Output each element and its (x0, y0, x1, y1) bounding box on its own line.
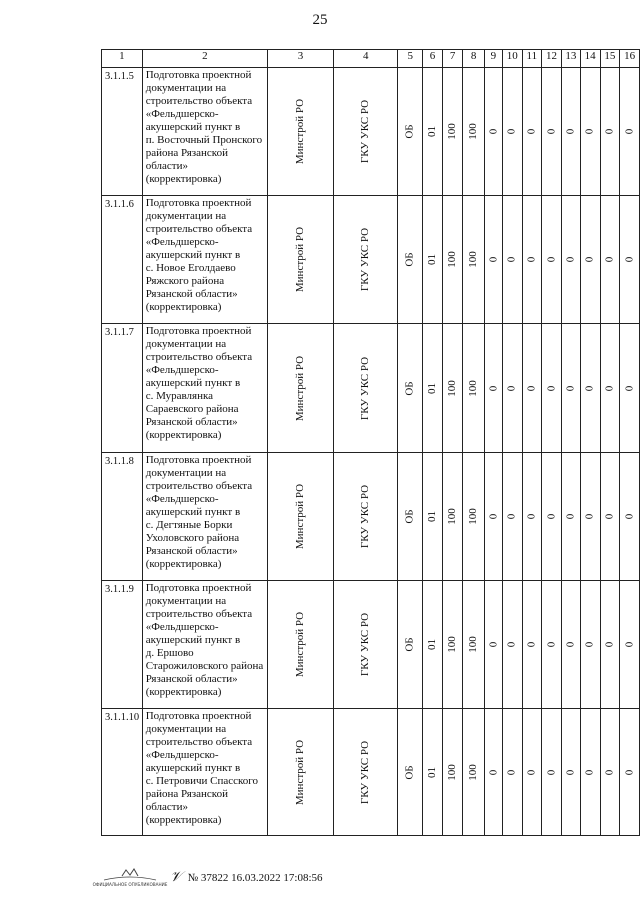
value-cell (463, 196, 484, 324)
zero-value: 0 (583, 769, 596, 775)
description-line: с. Муравлянка (145, 390, 214, 402)
zero-cell (502, 581, 522, 709)
row-description (142, 581, 267, 709)
row-id: 3.1.1.9 (102, 581, 143, 709)
zero-cell (580, 581, 600, 709)
zero-value: 0 (525, 513, 538, 520)
data-table (101, 49, 640, 836)
budget-cell (398, 68, 423, 196)
row-id: 3.1.1.8 (102, 453, 143, 581)
zero-value: 0 (505, 641, 518, 648)
executor-cell-text: ГКУ УКС РО (359, 484, 372, 549)
header-cell: 9 (484, 50, 502, 68)
description-line: документации на (145, 467, 227, 479)
value-cell (442, 581, 463, 709)
header-cell: 11 (522, 50, 542, 68)
value-cell (463, 68, 484, 196)
zero-cell (600, 196, 620, 324)
executor-cell (334, 581, 398, 709)
zero-cell (522, 196, 542, 324)
table-row (102, 581, 640, 709)
ministry-cell (267, 196, 333, 324)
zero-cell (522, 453, 542, 581)
row-id: 3.1.1.10 (102, 709, 143, 836)
zero-cell (620, 324, 640, 453)
value-cell-text: 100 (467, 636, 480, 653)
description-line: Рязанской области» (145, 288, 238, 300)
executor-cell-text: ГКУ УКС РО (359, 740, 372, 804)
zero-cell (580, 709, 600, 836)
description-line: строительство объекта (145, 95, 253, 107)
description-line: документации на (145, 82, 227, 94)
zero-value: 0 (486, 641, 499, 648)
zero-value: 0 (623, 385, 636, 391)
zero-cell (484, 324, 502, 453)
row-id: 3.1.1.5 (102, 68, 143, 196)
zero-cell (502, 324, 522, 453)
zero-value: 0 (583, 513, 596, 520)
description-line: Подготовка проектной (145, 325, 252, 337)
description-line: акушерский пункт в (145, 249, 241, 261)
zero-cell (620, 709, 640, 836)
zero-value: 0 (525, 769, 538, 775)
code-cell-text: 01 (426, 766, 438, 778)
row-description (142, 324, 267, 453)
header-cell: 14 (580, 50, 600, 68)
description-line: п. Восточный Пронского (145, 134, 263, 146)
zero-value: 0 (486, 769, 499, 775)
description-line: «Фельдшерско- (145, 364, 219, 376)
zero-cell (620, 68, 640, 196)
zero-value: 0 (583, 385, 596, 391)
description-line: Подготовка проектной (145, 710, 252, 722)
zero-value: 0 (525, 128, 538, 135)
zero-value: 0 (564, 641, 577, 648)
description-line: Подготовка проектной (145, 197, 252, 209)
zero-cell (542, 453, 562, 581)
zero-value: 0 (603, 128, 616, 135)
zero-value: 0 (603, 641, 616, 648)
description-line: района Рязанской (145, 788, 228, 800)
zero-value: 0 (603, 769, 616, 775)
budget-cell-text: ОБ (403, 124, 416, 139)
header-cell: 13 (561, 50, 580, 68)
value-cell-text: 100 (446, 636, 459, 653)
zero-value: 0 (486, 513, 499, 520)
row-description (142, 709, 267, 836)
ministry-cell (267, 68, 333, 196)
executor-cell (334, 324, 398, 453)
zero-cell (484, 68, 502, 196)
description-line: строительство объекта (145, 480, 253, 492)
budget-cell (398, 709, 423, 836)
zero-value: 0 (623, 256, 636, 263)
row-id: 3.1.1.6 (102, 196, 143, 324)
description-line: Подготовка проектной (145, 69, 252, 81)
zero-cell (484, 581, 502, 709)
zero-value: 0 (544, 769, 557, 775)
budget-cell (398, 196, 423, 324)
table-row (102, 709, 640, 836)
zero-value: 0 (544, 256, 557, 263)
value-cell-text: 100 (446, 379, 459, 397)
ministry-cell (267, 324, 333, 453)
description-line: документации на (145, 723, 227, 735)
zero-value: 0 (603, 513, 616, 520)
zero-cell (561, 709, 580, 836)
zero-cell (561, 196, 580, 324)
header-cell: 10 (502, 50, 522, 68)
description-line: строительство объекта (145, 608, 253, 620)
zero-cell (484, 196, 502, 324)
description-line: Рязанской области» (145, 545, 238, 557)
header-cell: 7 (442, 50, 463, 68)
zero-cell (522, 709, 542, 836)
official-stamp-icon (92, 866, 168, 890)
value-cell-text: 100 (446, 763, 459, 781)
code-cell-text: 01 (426, 382, 438, 394)
header-row (102, 50, 640, 68)
zero-value: 0 (486, 256, 499, 263)
zero-value: 0 (603, 385, 616, 391)
table-row (102, 453, 640, 581)
description-line: области» (145, 801, 189, 813)
description-line: «Фельдшерско- (145, 236, 219, 248)
zero-cell (542, 68, 562, 196)
zero-value: 0 (623, 513, 636, 520)
executor-cell-text: ГКУ УКС РО (359, 356, 372, 420)
value-cell (442, 324, 463, 453)
header-cell: 1 (102, 50, 143, 68)
header-cell: 2 (142, 50, 267, 68)
description-line: «Фельдшерско- (145, 108, 219, 120)
description-line: акушерский пункт в (145, 506, 241, 518)
code-cell-text: 01 (426, 639, 438, 650)
zero-cell (502, 68, 522, 196)
doc-info: № 37822 16.03.2022 17:08:56 (187, 872, 323, 884)
zero-value: 0 (505, 128, 518, 135)
zero-value: 0 (583, 256, 596, 263)
zero-cell (561, 453, 580, 581)
zero-cell (580, 68, 600, 196)
zero-cell (542, 581, 562, 709)
ministry-cell-text: Минстрой РО (294, 355, 307, 421)
header-cell: 6 (423, 50, 443, 68)
zero-cell (561, 324, 580, 453)
value-cell (442, 453, 463, 581)
zero-value: 0 (623, 641, 636, 648)
description-line: Ряжского района (145, 275, 225, 287)
table-row (102, 68, 640, 196)
description-line: «Фельдшерско- (145, 493, 219, 505)
zero-value: 0 (544, 513, 557, 520)
description-line: Сараевского района (145, 403, 239, 415)
zero-value: 0 (505, 513, 518, 520)
budget-cell (398, 581, 423, 709)
zero-value: 0 (603, 256, 616, 263)
description-line: Подготовка проектной (145, 454, 252, 466)
code-cell (423, 453, 443, 581)
header-cell: 5 (398, 50, 423, 68)
description-line: д. Ершово (145, 647, 194, 659)
page-number: 25 (312, 12, 328, 28)
ministry-cell-text: Минстрой РО (294, 98, 307, 165)
ministry-cell (267, 453, 333, 581)
value-cell-text: 100 (446, 508, 459, 525)
zero-cell (542, 709, 562, 836)
description-line: акушерский пункт в (145, 377, 241, 389)
zero-cell (561, 68, 580, 196)
zero-cell (484, 709, 502, 836)
zero-cell (502, 709, 522, 836)
code-cell (423, 709, 443, 836)
zero-cell (580, 324, 600, 453)
zero-value: 0 (486, 128, 499, 135)
zero-cell (502, 453, 522, 581)
description-line: (корректировка) (145, 301, 222, 313)
code-cell (423, 324, 443, 453)
row-id: 3.1.1.7 (102, 324, 143, 453)
value-cell-text: 100 (446, 123, 459, 140)
executor-cell-text: ГКУ УКС РО (359, 227, 372, 292)
value-cell (463, 581, 484, 709)
budget-cell-text: ОБ (403, 637, 416, 652)
description-line: (корректировка) (145, 558, 222, 570)
zero-cell (522, 68, 542, 196)
zero-value: 0 (564, 256, 577, 263)
description-line: (корректировка) (145, 686, 222, 698)
header-cell: 12 (542, 50, 562, 68)
zero-value: 0 (544, 385, 557, 391)
code-cell-text: 01 (426, 511, 438, 522)
zero-cell (542, 196, 562, 324)
code-cell (423, 68, 443, 196)
row-description (142, 68, 267, 196)
executor-cell (334, 453, 398, 581)
description-line: с. Петровичи Спасского (145, 775, 259, 787)
zero-value: 0 (564, 128, 577, 135)
row-description (142, 196, 267, 324)
zero-value: 0 (564, 769, 577, 775)
budget-cell-text: ОБ (403, 764, 416, 780)
zero-value: 0 (623, 769, 636, 775)
zero-value: 0 (525, 256, 538, 263)
description-line: акушерский пункт в (145, 121, 241, 133)
value-cell (442, 68, 463, 196)
table-row (102, 324, 640, 453)
description-line: Ухоловского района (145, 532, 240, 544)
description-line: строительство объекта (145, 736, 253, 748)
budget-cell (398, 453, 423, 581)
description-line: с. Новое Еголдаево (145, 262, 236, 274)
ministry-cell (267, 581, 333, 709)
description-line: строительство объекта (145, 223, 253, 235)
executor-cell-text: ГКУ УКС РО (359, 99, 372, 164)
table-row (102, 196, 640, 324)
description-line: Рязанской области» (145, 673, 238, 685)
zero-value: 0 (505, 769, 518, 775)
description-line: области» (145, 160, 189, 172)
footer (92, 866, 323, 890)
value-cell-text: 100 (467, 123, 480, 140)
executor-cell (334, 196, 398, 324)
description-line: района Рязанской (145, 147, 228, 159)
value-cell-text: 100 (467, 763, 480, 781)
zero-value: 0 (525, 385, 538, 391)
zero-cell (522, 324, 542, 453)
value-cell-text: 100 (467, 379, 480, 397)
value-cell (463, 709, 484, 836)
budget-cell-text: ОБ (403, 380, 416, 396)
zero-value: 0 (564, 513, 577, 520)
value-cell-text: 100 (467, 508, 480, 525)
zero-cell (580, 196, 600, 324)
zero-cell (620, 581, 640, 709)
budget-cell-text: ОБ (403, 509, 416, 524)
value-cell (442, 196, 463, 324)
zero-value: 0 (623, 128, 636, 135)
description-line: акушерский пункт в (145, 634, 241, 646)
description-line: (корректировка) (145, 173, 222, 185)
zero-cell (600, 581, 620, 709)
description-line: с. Дегтяные Борки (145, 519, 233, 531)
description-line: документации на (145, 338, 227, 350)
zero-value: 0 (564, 385, 577, 391)
ministry-cell-text: Минстрой РО (294, 739, 307, 805)
zero-cell (542, 324, 562, 453)
ministry-cell (267, 709, 333, 836)
budget-cell-text: ОБ (403, 252, 416, 267)
zero-cell (502, 196, 522, 324)
description-line: документации на (145, 595, 227, 607)
ministry-cell-text: Минстрой РО (294, 226, 307, 293)
zero-value: 0 (505, 256, 518, 263)
zero-cell (620, 196, 640, 324)
description-line: «Фельдшерско- (145, 621, 219, 633)
description-line: (корректировка) (145, 429, 222, 441)
header-cell: 8 (463, 50, 484, 68)
svg-text:ОФИЦИАЛЬНОЕ ОПУБЛИКОВАНИЕ: ОФИЦИАЛЬНОЕ ОПУБЛИКОВАНИЕ (92, 882, 168, 887)
zero-value: 0 (505, 385, 518, 391)
zero-cell (484, 453, 502, 581)
zero-value: 0 (544, 128, 557, 135)
code-cell-text: 01 (426, 126, 438, 137)
zero-value: 0 (583, 641, 596, 648)
zero-cell (600, 68, 620, 196)
row-description (142, 453, 267, 581)
code-cell (423, 581, 443, 709)
zero-cell (620, 453, 640, 581)
zero-value: 0 (544, 641, 557, 648)
zero-cell (522, 581, 542, 709)
value-cell (463, 324, 484, 453)
executor-cell (334, 709, 398, 836)
description-line: «Фельдшерско- (145, 749, 219, 761)
description-line: (корректировка) (145, 814, 222, 826)
header-cell: 16 (620, 50, 640, 68)
ministry-cell-text: Минстрой РО (294, 483, 307, 550)
zero-cell (600, 453, 620, 581)
value-cell-text: 100 (467, 251, 480, 268)
description-line: Старожиловского района (145, 660, 264, 672)
value-cell (442, 709, 463, 836)
zero-cell (561, 581, 580, 709)
executor-cell (334, 68, 398, 196)
signature-icon: 𝒱 (170, 870, 182, 885)
description-line: Подготовка проектной (145, 582, 252, 594)
code-cell (423, 196, 443, 324)
zero-cell (600, 324, 620, 453)
zero-value: 0 (525, 641, 538, 648)
zero-cell (600, 709, 620, 836)
description-line: строительство объекта (145, 351, 253, 363)
zero-cell (580, 453, 600, 581)
executor-cell-text: ГКУ УКС РО (359, 612, 372, 677)
header-cell: 15 (600, 50, 620, 68)
zero-value: 0 (486, 385, 499, 391)
header-cell: 4 (334, 50, 398, 68)
ministry-cell-text: Минстрой РО (294, 611, 307, 678)
description-line: документации на (145, 210, 227, 222)
value-cell-text: 100 (446, 251, 459, 268)
description-line: Рязанской области» (145, 416, 238, 428)
value-cell (463, 453, 484, 581)
header-cell: 3 (267, 50, 333, 68)
description-line: акушерский пункт в (145, 762, 241, 774)
code-cell-text: 01 (426, 254, 438, 265)
zero-value: 0 (583, 128, 596, 135)
budget-cell (398, 324, 423, 453)
